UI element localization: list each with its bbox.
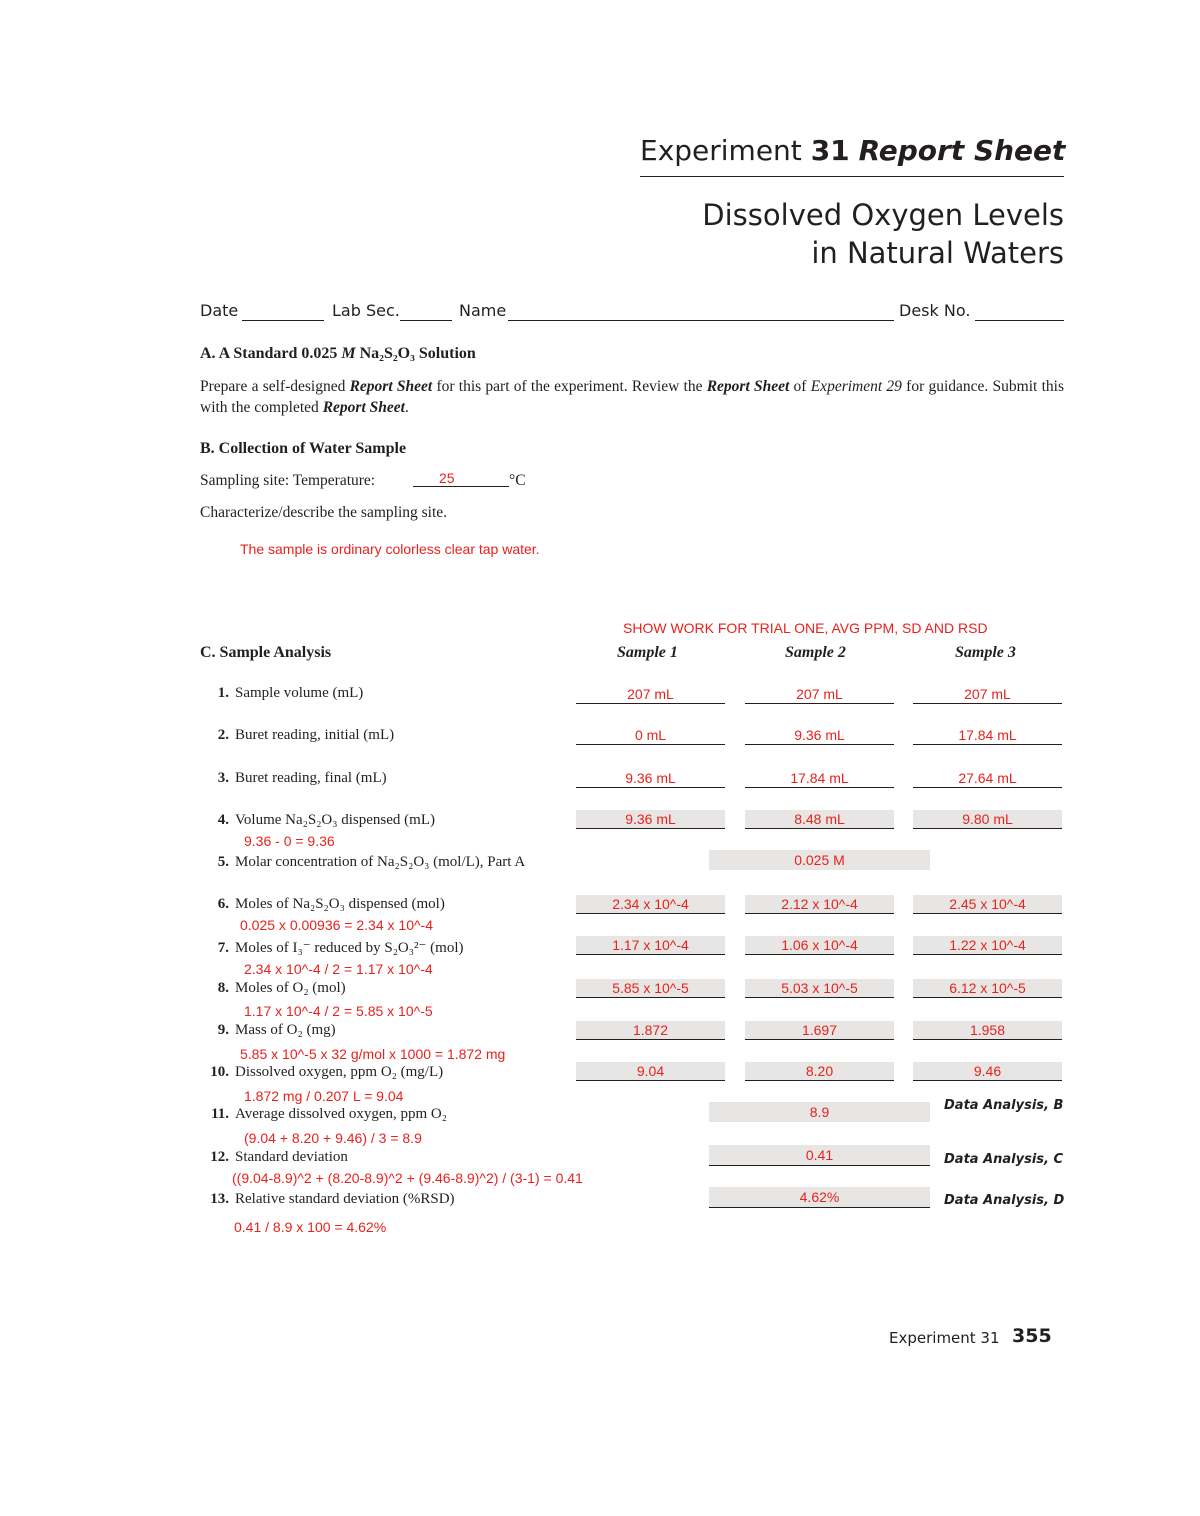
work-row-11: (9.04 + 8.20 + 9.46) / 3 = 8.9 [244,1130,422,1146]
report-sheet-label: Report Sheet [858,134,1066,167]
desk-no-field[interactable] [975,320,1064,321]
sample-3-buret-final[interactable]: 27.64 mL [913,769,1062,788]
page-number: 355 [1012,1325,1052,1347]
section-b-heading: B. Collection of Water Sample [200,440,407,457]
sample-1-buret-initial[interactable]: 0 mL [576,726,725,745]
experiment-number: 31 [810,134,850,167]
sample-1-moles-oxygen[interactable]: 5.85 x 10^-5 [576,979,725,998]
work-row-4: 9.36 - 0 = 9.36 [244,833,335,849]
footer-experiment: Experiment 31 [889,1329,1000,1347]
work-row-6: 0.025 x 0.00936 = 2.34 x 10^-4 [240,917,433,933]
row-label-1: 1. Sample volume (mL) [217,685,364,701]
sample-2-moles-thiosulfate[interactable]: 2.12 x 10^-4 [745,895,894,914]
site-description: The sample is ordinary colorless clear tap water. [240,541,540,557]
sample-3-heading: Sample 3 [955,644,1016,661]
sample-1-mass-oxygen[interactable]: 1.872 [576,1021,725,1040]
sample-2-buret-final[interactable]: 17.84 mL [745,769,894,788]
sample-1-dissolved-oxygen[interactable]: 9.04 [576,1062,725,1081]
sample-3-moles-triiodide[interactable]: 1.22 x 10^-4 [913,936,1062,955]
row-label-6: 6. Moles of Na₂S₂O₃ dispensed (mol) [217,896,445,912]
section-a-heading: A. A Standard 0.025 M Na₂S₂O₃ Solution [200,345,476,362]
sample-3-volume-dispensed[interactable]: 9.80 mL [913,810,1062,829]
sample-1-volume[interactable]: 207 mL [576,685,725,704]
data-analysis-c-ref: Data Analysis, C [944,1152,1064,1167]
relative-standard-deviation[interactable]: 4.62% [709,1187,930,1208]
work-row-8: 1.17 x 10^-4 / 2 = 5.85 x 10^-5 [244,1003,433,1019]
sample-2-dissolved-oxygen[interactable]: 8.20 [745,1062,894,1081]
row-label-8: 8. Moles of O₂ (mol) [217,980,346,996]
row-label-11: 11. Average dissolved oxygen, ppm O₂ [211,1106,447,1122]
row-label-10: 10. Dissolved oxygen, ppm O₂ (mg/L) [210,1064,444,1080]
sample-2-heading: Sample 2 [785,644,846,661]
sample-3-moles-oxygen[interactable]: 6.12 x 10^-5 [913,979,1062,998]
sample-1-buret-final[interactable]: 9.36 mL [576,769,725,788]
lab-sec-field[interactable] [400,320,452,321]
temp-unit: °C [509,472,526,489]
row-label-4: 4. Volume Na₂S₂O₃ dispensed (mL) [217,812,435,828]
work-row-13: 0.41 / 8.9 x 100 = 4.62% [234,1219,387,1235]
date-field[interactable] [242,320,324,321]
name-label: Name [459,301,507,320]
row-label-7: 7. Moles of I₃⁻ reduced by S₂O₃²⁻ (mol) [217,940,464,956]
row-label-3: 3. Buret reading, final (mL) [217,770,387,786]
row-label-13: 13. Relative standard deviation (%RSD) [210,1191,455,1207]
show-work-instruction: SHOW WORK FOR TRIAL ONE, AVG PPM, SD AND RSD [623,620,988,636]
experiment-word: Experiment [640,134,802,167]
average-dissolved-oxygen[interactable]: 8.9 [709,1102,930,1122]
sampling-label: Sampling site: Temperature: [200,472,376,489]
sample-1-moles-triiodide[interactable]: 1.17 x 10^-4 [576,936,725,955]
describe-label: Characterize/describe the sampling site. [200,504,448,521]
subtitle-line-1: Dissolved Oxygen Levels [702,198,1064,232]
sample-3-volume[interactable]: 207 mL [913,685,1062,704]
row-label-5: 5. Molar concentration of Na₂S₂O₃ (mol/L), Part A [217,854,526,870]
sample-2-volume-dispensed[interactable]: 8.48 mL [745,810,894,829]
row-label-9: 9. Mass of O₂ (mg) [217,1022,336,1038]
sample-2-moles-oxygen[interactable]: 5.03 x 10^-5 [745,979,894,998]
work-row-10: 1.872 mg / 0.207 L = 9.04 [244,1088,404,1104]
section-c-heading: C. Sample Analysis [200,644,332,661]
molar-concentration[interactable]: 0.025 M [709,850,930,870]
sample-3-dissolved-oxygen[interactable]: 9.46 [913,1062,1062,1081]
lab-sec-label: Lab Sec. [332,301,400,320]
work-row-7: 2.34 x 10^-4 / 2 = 1.17 x 10^-4 [244,961,433,977]
data-analysis-d-ref: Data Analysis, D [944,1193,1065,1208]
section-a-paragraph: Prepare a self-designed Report Sheet for this part of the experiment. Review the Report Sheet of Experiment 29 for guidance. Submit this with the completed Report Sheet. [200,378,1064,416]
standard-deviation[interactable]: 0.41 [709,1145,930,1166]
sample-1-moles-thiosulfate[interactable]: 2.34 x 10^-4 [576,895,725,914]
name-field[interactable] [508,320,894,321]
date-label: Date [200,301,239,320]
sample-2-buret-initial[interactable]: 9.36 mL [745,726,894,745]
temperature-field[interactable]: 25 [413,470,509,487]
sample-3-buret-initial[interactable]: 17.84 mL [913,726,1062,745]
sample-3-moles-thiosulfate[interactable]: 2.45 x 10^-4 [913,895,1062,914]
sample-2-moles-triiodide[interactable]: 1.06 x 10^-4 [745,936,894,955]
row-label-12: 12. Standard deviation [210,1149,348,1165]
experiment-title [640,134,1064,167]
sample-2-mass-oxygen[interactable]: 1.697 [745,1021,894,1040]
sample-2-volume[interactable]: 207 mL [745,685,894,704]
row-label-2: 2. Buret reading, initial (mL) [217,727,395,743]
sample-1-volume-dispensed[interactable]: 9.36 mL [576,810,725,829]
work-row-9: 5.85 x 10^-5 x 32 g/mol x 1000 = 1.872 mg [240,1046,506,1062]
subtitle-line-2: in Natural Waters [811,236,1064,270]
work-row-12: ((9.04-8.9)^2 + (8.20-8.9)^2 + (9.46-8.9)^2) / (3-1) = 0.41 [232,1170,583,1186]
sample-1-heading: Sample 1 [617,644,678,661]
desk-no-label: Desk No. [899,301,971,320]
data-analysis-b-ref: Data Analysis, B [944,1098,1064,1113]
sample-3-mass-oxygen[interactable]: 1.958 [913,1021,1062,1040]
title-rule [640,176,1064,177]
